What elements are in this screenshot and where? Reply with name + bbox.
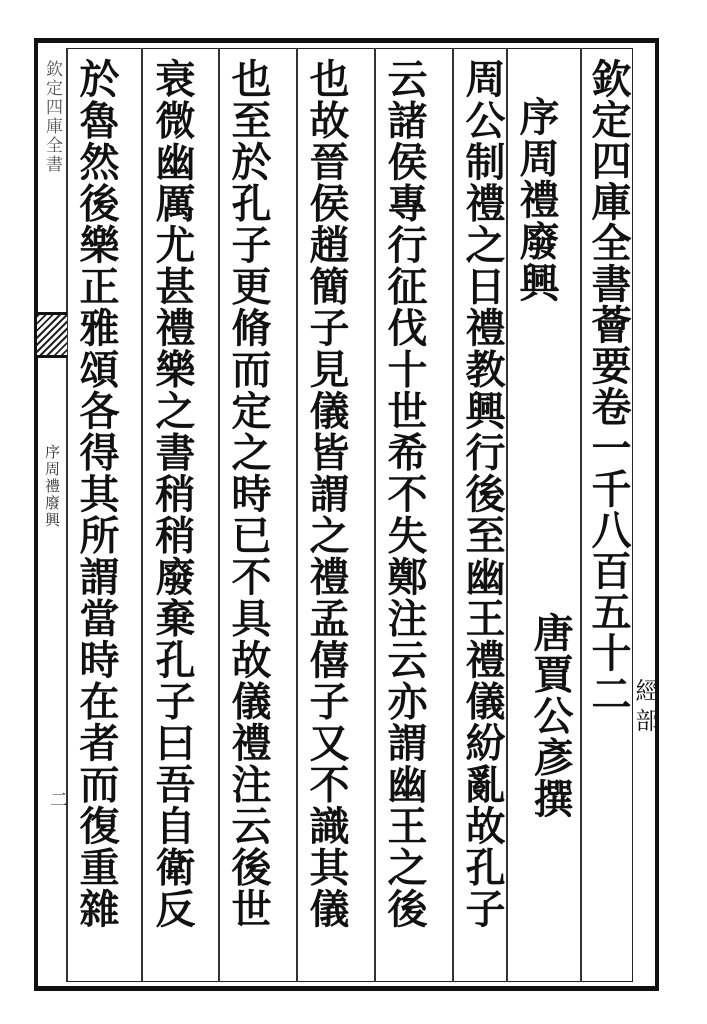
column-rule <box>374 48 376 982</box>
column-rule <box>296 48 298 982</box>
column-rule <box>452 48 454 982</box>
frame-right-border <box>655 38 659 991</box>
fish-tail-mark <box>37 312 67 358</box>
margin-section-title: 序周禮廢興 <box>43 444 61 529</box>
body-line: 衰微幽厲尤甚禮樂之書稍稍廢棄孔子曰吾自衛反 <box>149 58 196 930</box>
column-rule <box>580 48 582 982</box>
essay-title: 序周禮廢興 <box>513 96 560 304</box>
body-line: 云諸侯專行征伐十世希不失鄭注云亦謂幽王之後 <box>381 58 428 930</box>
author-line: 唐賈公彥撰 <box>527 612 574 820</box>
category-label: 經部 <box>631 678 659 738</box>
column-rule <box>506 48 508 982</box>
body-line: 於魯然後樂正雅頌各得其所謂當時在者而復重雜 <box>73 58 120 930</box>
column-rule <box>218 48 220 982</box>
body-line: 也至於孔子更脩而定之時已不具故儀禮注云後世 <box>225 58 272 930</box>
column-rule <box>66 48 68 982</box>
margin-page-number: 二 <box>47 790 68 810</box>
book-title: 欽定四庫全書薈要卷一千八百五十二 <box>585 58 632 714</box>
frame-bottom-border <box>36 986 658 991</box>
frame-top-border <box>36 38 658 43</box>
body-line: 也故晉侯趙簡子見儀皆謂之禮孟僖子又不識其儀 <box>303 58 350 930</box>
column-rule <box>141 48 143 982</box>
body-line: 周公制禮之日禮教興行後至幽王禮儀紛亂故孔子 <box>459 58 506 930</box>
margin-book-title: 欽定四庫全書 <box>42 60 62 174</box>
